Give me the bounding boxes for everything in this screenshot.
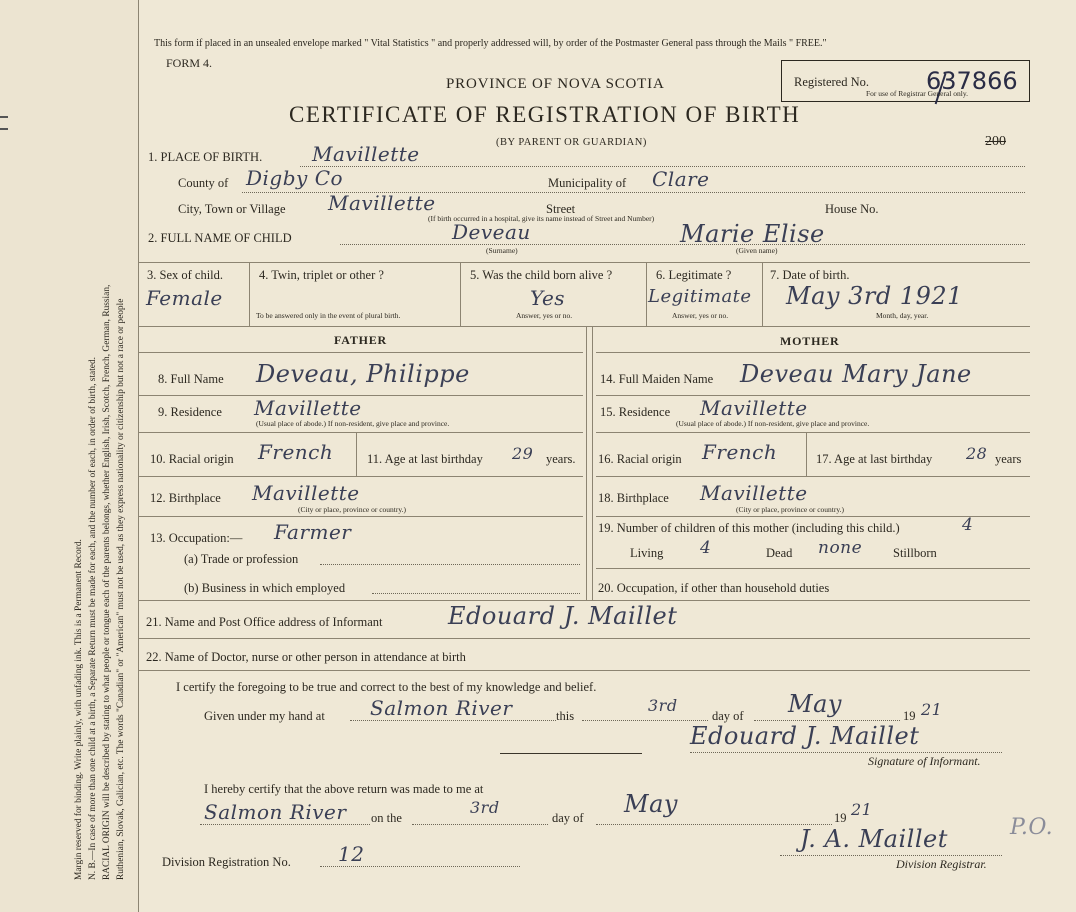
given-name-value: Marie Elise — [680, 220, 825, 248]
children-count-value: 4 — [962, 515, 974, 535]
house-number-label: House No. — [825, 202, 879, 216]
certify-place-value: Salmon River — [370, 696, 513, 720]
municipality-label: Municipality of — [548, 176, 627, 190]
certify-statement: I certify the foregoing to be true and correct to the best of my knowledge and belief. — [176, 680, 597, 694]
rule — [138, 352, 583, 353]
rule — [596, 568, 1030, 569]
day-of-label: day of — [712, 709, 744, 723]
registrar-month-value: May — [624, 790, 678, 818]
rule — [596, 352, 1030, 353]
legitimate-value: Legitimate — [648, 286, 752, 307]
dotted-rule — [350, 720, 556, 721]
informant-label: 21. Name and Post Office address of Informant — [146, 615, 383, 629]
informant-signature-caption: Signature of Informant. — [868, 754, 981, 768]
mother-residence-label: 15. Residence — [600, 405, 671, 419]
father-birthplace-caption: (City or place, province or country.) — [298, 505, 407, 514]
living-label: Living — [630, 546, 664, 560]
rule — [138, 262, 1030, 263]
father-residence-caption: (Usual place of abode.) If non-resident, give place and province. — [256, 419, 450, 428]
mother-racial-value: French — [702, 440, 778, 464]
rule — [138, 670, 1030, 671]
rule — [762, 262, 763, 326]
mother-maiden-label: 14. Full Maiden Name — [600, 372, 714, 386]
dotted-rule — [754, 720, 900, 721]
father-birthplace-label: 12. Birthplace — [150, 491, 221, 505]
certify-day-value: 3rd — [648, 696, 678, 715]
dotted-rule — [320, 866, 520, 867]
rule — [138, 432, 583, 433]
dead-label: Dead — [766, 546, 793, 560]
rule — [596, 476, 1030, 477]
column-divider — [586, 326, 587, 600]
surname-value: Deveau — [452, 220, 531, 244]
twin-note: To be answered only in the event of plural birth. — [256, 311, 401, 320]
living-value: 4 — [700, 538, 712, 558]
alive-value: Yes — [530, 286, 566, 310]
certificate-subtitle: (BY PARENT OR GUARDIAN) — [496, 137, 647, 148]
given-under-label: Given under my hand at — [204, 709, 325, 723]
margin-note-binding: Margin reserved for binding. Write plainly, with unfading ink. This is a Permanent Record. — [74, 539, 84, 880]
rule — [249, 262, 250, 326]
father-residence-label: 9. Residence — [158, 405, 222, 419]
division-registrar-caption: Division Registrar. — [896, 857, 987, 871]
this-label: this — [556, 709, 575, 723]
rule — [138, 326, 1030, 327]
dotted-rule — [596, 824, 832, 825]
dotted-rule — [320, 564, 580, 565]
rule — [646, 262, 647, 326]
father-age-unit: years. — [546, 452, 576, 466]
mother-occupation-label: 20. Occupation, if other than household duties — [598, 581, 830, 595]
dotted-rule — [582, 720, 708, 721]
rule — [138, 476, 583, 477]
registrar-day-value: 3rd — [470, 798, 500, 817]
father-age-value: 29 — [512, 444, 534, 463]
alive-label: 5. Was the child born alive ? — [470, 268, 613, 282]
registrar-statement: I hereby certify that the above return was made to me at — [204, 782, 484, 796]
alive-caption: Answer, yes or no. — [516, 311, 573, 320]
father-name-value: Deveau, Philippe — [256, 360, 470, 388]
place-of-birth-label: 1. PLACE OF BIRTH. — [148, 150, 263, 164]
struck-number: 200 — [985, 134, 1006, 149]
date-of-birth-caption: Month, day, year. — [876, 311, 929, 320]
mother-age-value: 28 — [966, 444, 988, 463]
margin-note-racial: RACIAL ORIGIN will be described by stating to what people or tongue each of the parents belongs, whether English, Irish, Scotch, French, German, Russian, — [102, 284, 112, 880]
certify-year-value: 21 — [921, 700, 943, 719]
mother-birthplace-value: Mavillette — [700, 481, 808, 505]
given-name-caption: (Given name) — [736, 246, 778, 255]
business-label: (b) Business in which employed — [184, 581, 346, 595]
hospital-note: (If birth occurred in a hospital, give its name instead of Street and Number) — [428, 214, 655, 223]
registrar-year-value: 21 — [851, 800, 873, 819]
margin-rule — [138, 0, 139, 912]
registrar-day-of-label: day of — [552, 811, 584, 825]
father-heading: FATHER — [334, 333, 388, 347]
mother-racial-label: 16. Racial origin — [598, 452, 682, 466]
margin-note-nb: N. B.—In case of more than one child at a birth, a Separate Return must be made for each, and the number of each, in order of birth, stated. — [88, 357, 98, 880]
rule — [500, 753, 642, 754]
division-registration-label: Division Registration No. — [162, 855, 291, 869]
surname-caption: (Surname) — [486, 246, 518, 255]
trade-label: (a) Trade or profession — [184, 552, 299, 566]
dotted-rule — [372, 593, 580, 594]
dead-value: none — [818, 538, 863, 558]
dotted-rule — [340, 244, 1025, 245]
twin-label: 4. Twin, triplet or other ? — [259, 268, 384, 282]
father-age-label: 11. Age at last birthday — [367, 452, 483, 466]
dotted-rule — [780, 855, 1002, 856]
binding-mark — [0, 116, 8, 130]
informant-value: Edouard J. Maillet — [448, 602, 678, 630]
rule — [356, 432, 357, 476]
rule — [138, 516, 583, 517]
dotted-rule — [200, 824, 370, 825]
on-the-label: on the — [371, 811, 402, 825]
registrar-signature-suffix: P.O. — [1010, 815, 1054, 840]
sex-label: 3. Sex of child. — [147, 268, 224, 282]
rule — [596, 432, 1030, 433]
registrar-signature: J. A. Maillet — [800, 825, 948, 853]
street-label: Street — [546, 202, 576, 216]
dotted-rule — [690, 752, 1002, 753]
father-residence-value: Mavillette — [254, 396, 362, 420]
father-name-label: 8. Full Name — [158, 372, 224, 386]
legitimate-caption: Answer, yes or no. — [672, 311, 729, 320]
rule — [596, 395, 1030, 396]
registered-number: 637866 — [926, 67, 1018, 95]
city-label: City, Town or Village — [178, 202, 286, 216]
mother-heading: MOTHER — [780, 334, 840, 348]
mother-residence-value: Mavillette — [700, 396, 808, 420]
province-heading: PROVINCE OF NOVA SCOTIA — [446, 76, 665, 92]
father-birthplace-value: Mavillette — [252, 481, 360, 505]
mother-maiden-value: Deveau Mary Jane — [740, 360, 972, 388]
children-count-label: 19. Number of children of this mother (including this child.) — [598, 521, 900, 535]
dotted-rule — [412, 824, 548, 825]
certify-year-prefix: 19 — [903, 709, 916, 723]
margin-note-racial-cont: Ruthenian, Slovak, Galician, etc. The words "Canadian" or "American" must not be used, as they express nationality or citizenship but not a race or people — [116, 298, 126, 880]
rule — [806, 432, 807, 476]
mother-birthplace-caption: (City or place, province or country.) — [736, 505, 845, 514]
mother-age-unit: years — [995, 452, 1022, 466]
registrar-use-note: For use of Registrar General only. — [866, 89, 968, 98]
mother-birthplace-label: 18. Birthplace — [598, 491, 669, 505]
registered-label: Registered No. — [794, 75, 869, 89]
county-value: Digby Co — [246, 166, 344, 190]
doctor-label: 22. Name of Doctor, nurse or other person in attendance at birth — [146, 650, 466, 664]
full-name-label: 2. FULL NAME OF CHILD — [148, 231, 292, 245]
county-label: County of — [178, 176, 229, 190]
mother-residence-caption: (Usual place of abode.) If non-resident, give place and province. — [676, 419, 870, 428]
certify-month-value: May — [788, 690, 842, 718]
rule — [138, 600, 1030, 601]
municipality-value: Clare — [652, 167, 710, 191]
legitimate-label: 6. Legitimate ? — [656, 268, 732, 282]
registrar-year-prefix: 19 — [834, 811, 847, 825]
mother-age-label: 17. Age at last birthday — [816, 452, 933, 466]
father-occupation-label: 13. Occupation:— — [150, 531, 243, 545]
father-racial-label: 10. Racial origin — [150, 452, 234, 466]
registrar-place-value: Salmon River — [204, 800, 347, 824]
informant-signature: Edouard J. Maillet — [690, 722, 920, 750]
date-of-birth-value: May 3rd 1921 — [786, 282, 963, 310]
sex-value: Female — [146, 286, 223, 310]
rule — [460, 262, 461, 326]
certificate-title: CERTIFICATE OF REGISTRATION OF BIRTH — [289, 102, 801, 127]
division-registration-value: 12 — [338, 842, 365, 866]
mail-notice: This form if placed in an unsealed envelope marked " Vital Statistics " and properly addressed will, by order of the Postmaster General pass through the Mails " FREE." — [154, 38, 827, 49]
father-occupation-value: Farmer — [274, 520, 352, 544]
rule — [138, 638, 1030, 639]
date-of-birth-label: 7. Date of birth. — [770, 268, 850, 282]
place-of-birth-value: Mavillette — [312, 142, 420, 166]
father-racial-value: French — [258, 440, 334, 464]
city-value: Mavillette — [328, 191, 436, 215]
form-number: FORM 4. — [166, 56, 213, 70]
column-divider — [592, 326, 593, 600]
stillborn-label: Stillborn — [893, 546, 937, 560]
